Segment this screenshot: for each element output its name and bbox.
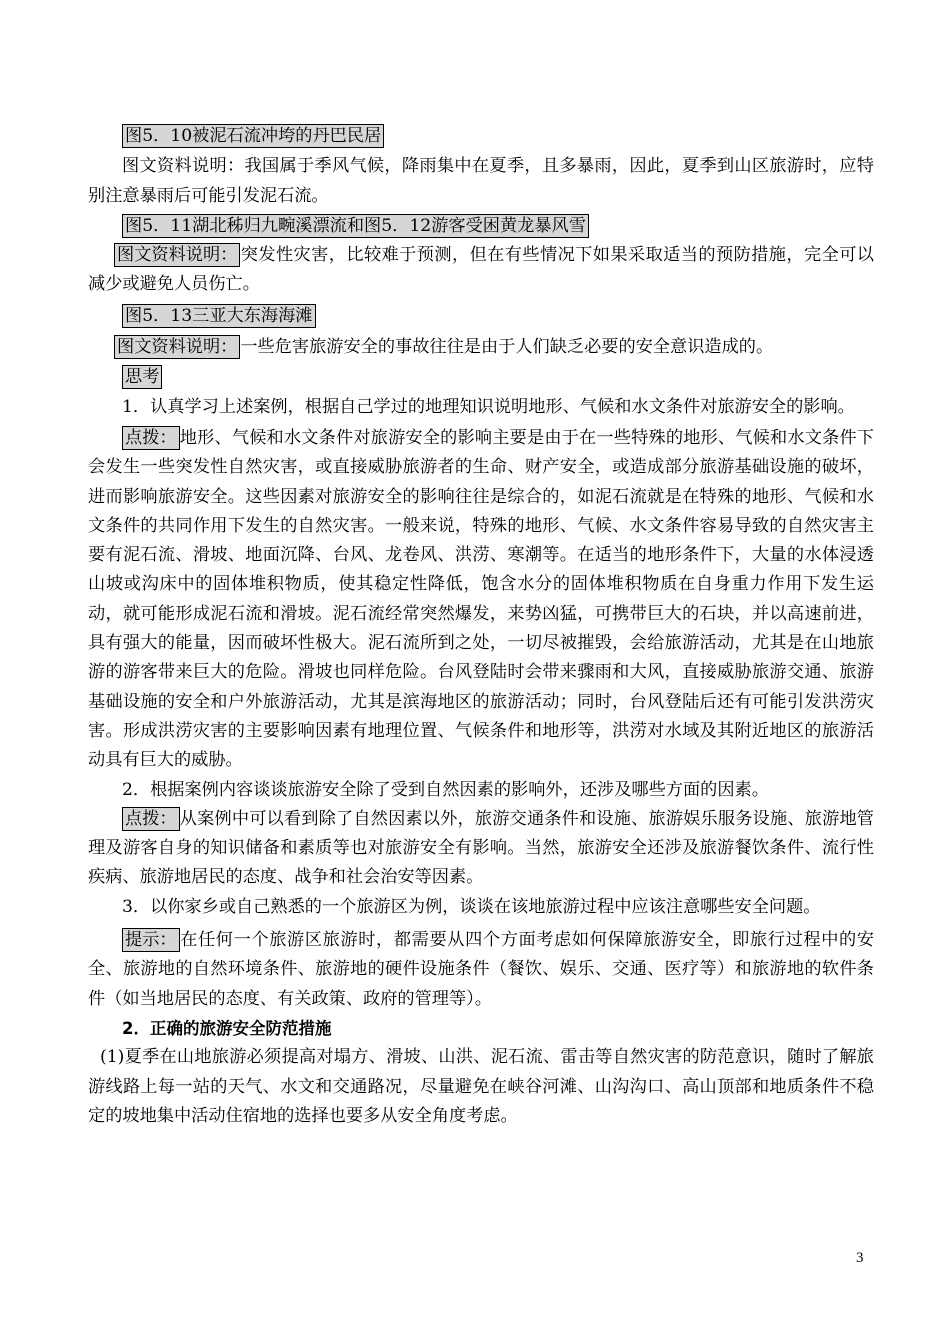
hint-text: 地形、气候和水文条件对旅游安全的影响主要是由于在一些特殊的地形、气候和水文条件下会发生一些突发性自然灾害，或直接威胁旅游者的生命、财产安全，或造成部分旅游基础设施的破坏，进而影响旅游安全。这些因素对旅游安全的影响往往是综合的，如泥石流就是在特殊的地形、气候和水文条件的共同作用下发生的自然灾害。一般来说，特殊的地形、气候、水文条件容易导致的自然灾害主要有泥石流、滑坡、地面沉降、台风、龙卷风、洪涝、寒潮等。在适当的地形条件下，大量的水体浸透山坡或沟床中的固体堆积物质，使其稳定性降低，饱含水分的固体堆积物质在自身重力作用下发生运动，就可能形成泥石流和滑坡。泥石流经常突然爆发，来势凶猛，可携带巨大的石块，并以高速前进，具有强大的能量，因而破坏性极大。泥石流所到之处，一切尽被摧毁，会给旅游活动，尤其是在山地旅游的游客带来巨大的危险。滑坡也同样危险。台风登陆时会带来骤雨和大风，直接威胁旅游交通、旅游基础设施的安全和户外旅游活动，尤其是滨海地区的旅游活动；同时，台风登陆后还有可能引发洪涝灾害。形成洪涝灾害的主要影响因素有地理位置、气候条件和地形等，洪涝对水域及其附近地区的旅游活动具有巨大的威胁。 (88, 427, 874, 771)
page-body (88, 122, 874, 1131)
hint-text: 从案例中可以看到除了自然因素以外，旅游交通条件和设施、旅游娱乐服务设施、旅游地管理及游客自身的知识储备和素质等也对旅游安全有影响。当然，旅游安全还涉及旅游餐饮条件、流行性疾病、旅游地居民的态度、战争和社会治安等因素。 (88, 808, 874, 888)
hint-paragraph (88, 424, 874, 776)
figure-description (88, 241, 874, 300)
figure-caption (88, 302, 874, 331)
label-box: 图文资料说明： (114, 243, 240, 267)
thinking-box: 思考 (122, 365, 162, 389)
figure-caption (88, 212, 874, 241)
figure-description: 图文资料说明：我国属于季风气候，降雨集中在夏季，且多暴雨，因此，夏季到山区旅游时，应特别注意暴雨后可能引发泥石流。 (88, 156, 874, 206)
tip-text: 在任何一个旅游区旅游时，都需要从四个方面考虑如何保障旅游安全，即旅行过程中的安全、旅游地的自然环境条件、旅游地的硬件设施条件（餐饮、娱乐、交通、医疗等）和旅游地的软件条件（如当地居民的态度、有关政策、政府的管理等）。 (88, 930, 874, 1009)
caption-box: 图5．13三亚大东海海滩 (122, 304, 316, 328)
section-heading-box (88, 363, 874, 392)
question-3: 3．以你家乡或自己熟悉的一个旅游区为例，谈谈在该地旅游过程中应该注意哪些安全问题。 (122, 896, 821, 917)
caption-box: 图5．11湖北秭归九畹溪漂流和图5．12游客受困黄龙暴风雪 (122, 214, 589, 238)
question-1: 1．认真学习上述案例，根据自己学过的地理知识说明地形、气候和水文条件对旅游安全的影响。 (122, 396, 855, 417)
tip-label-box: 提示： (122, 928, 180, 952)
label-box: 图文资料说明： (114, 335, 240, 359)
figure-description (88, 333, 874, 362)
description-text: 突发性灾害，比较难于预测，但在有些情况下如果采取适当的预防措施，完全可以减少或避免人员伤亡。 (88, 245, 874, 295)
subsection-heading: 2．正确的旅游安全防范措施 (122, 1018, 332, 1038)
figure-caption (88, 122, 874, 151)
caption-box: 图5．10被泥石流冲垮的丹巴民居 (122, 124, 384, 148)
tip-paragraph (88, 926, 874, 1014)
measure-paragraph: (1)夏季在山地旅游必须提高对塌方、滑坡、山洪、泥石流、雷击等自然灾害的防范意识，随时了解旅游线路上每一站的天气、水文和交通路况，尽量避免在峡谷河滩、山沟沟口、高山顶部和地质条件不稳定的坡地集中活动住宿地的选择也要多从安全角度考虑。 (88, 1047, 874, 1126)
question-2: 2．根据案例内容谈谈旅游安全除了受到自然因素的影响外，还涉及哪些方面的因素。 (122, 779, 769, 800)
page-number: 3 (856, 1250, 864, 1266)
hint-paragraph (88, 805, 874, 893)
hint-label-box: 点拨： (122, 807, 180, 831)
description-text: 一些危害旅游安全的事故往往是由于人们缺乏必要的安全意识造成的。 (240, 337, 774, 358)
hint-label-box: 点拨： (122, 426, 180, 450)
